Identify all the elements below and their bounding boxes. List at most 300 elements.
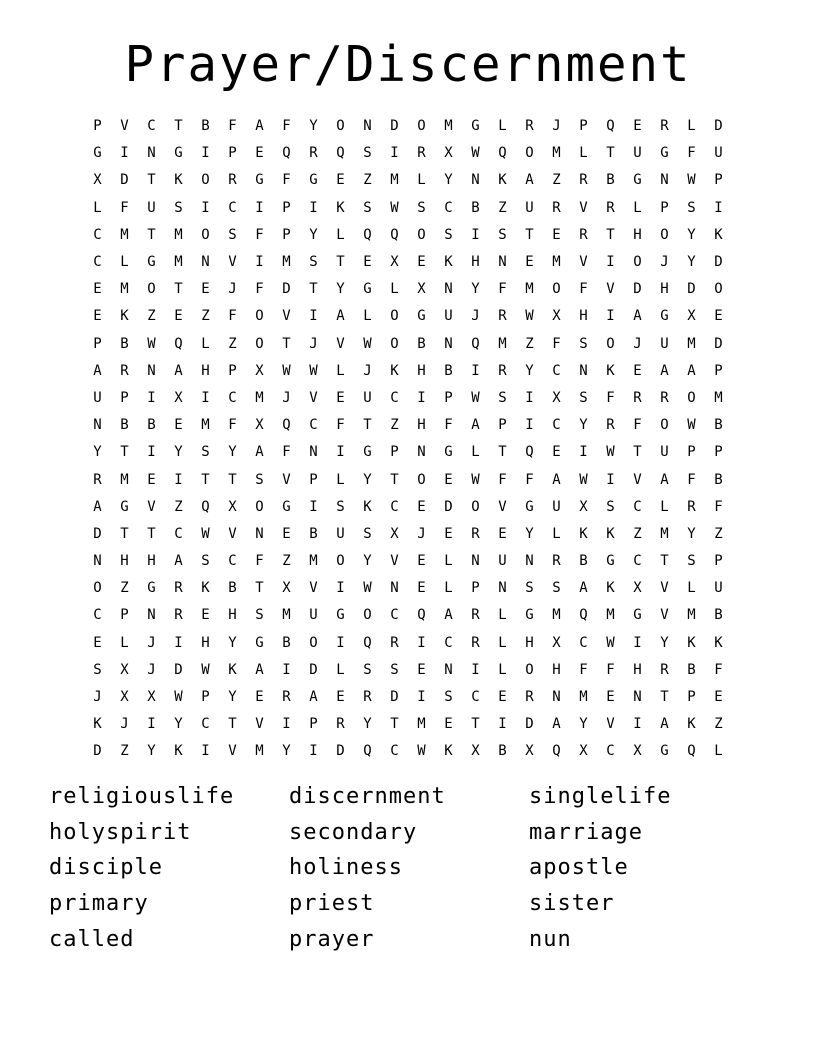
grid-letter: E: [336, 389, 345, 406]
grid-letter: W: [201, 661, 210, 678]
grid-letter: F: [228, 308, 237, 325]
grid-letter: S: [687, 553, 696, 570]
grid-letter: T: [174, 118, 183, 135]
grid-letter: A: [633, 308, 642, 325]
grid-letter: E: [606, 689, 615, 706]
grid-letter: C: [93, 226, 102, 243]
grid-letter: C: [390, 389, 399, 406]
grid-letter: L: [363, 308, 372, 325]
grid-letter: E: [552, 226, 561, 243]
grid-letter: L: [336, 661, 345, 678]
grid-row: [84, 630, 732, 657]
grid-row: [84, 358, 732, 385]
word-bank-item: holiness: [289, 855, 403, 881]
grid-letter: V: [579, 199, 588, 216]
grid-letter: Y: [444, 172, 453, 189]
grid-letter: N: [633, 689, 642, 706]
grid-row: [84, 548, 732, 575]
grid-letter: U: [714, 580, 723, 597]
grid-letter: V: [282, 471, 291, 488]
grid-letter: O: [147, 281, 156, 298]
grid-letter: C: [444, 634, 453, 651]
grid-letter: R: [174, 580, 183, 597]
grid-letter: G: [120, 498, 129, 515]
grid-letter: O: [336, 118, 345, 135]
grid-letter: X: [471, 743, 480, 760]
grid-letter: D: [714, 118, 723, 135]
grid-letter: K: [606, 362, 615, 379]
grid-letter: M: [525, 281, 534, 298]
grid-letter: Q: [606, 118, 615, 135]
grid-letter: W: [390, 199, 399, 216]
grid-letter: O: [525, 145, 534, 162]
grid-letter: L: [336, 226, 345, 243]
grid-letter: O: [633, 254, 642, 271]
grid-letter: K: [390, 362, 399, 379]
grid-letter: J: [147, 661, 156, 678]
grid-letter: N: [363, 118, 372, 135]
grid-letter: Q: [525, 444, 534, 461]
grid-letter: L: [579, 145, 588, 162]
grid-letter: O: [309, 634, 318, 651]
grid-letter: S: [390, 661, 399, 678]
grid-row: [84, 575, 732, 602]
grid-letter: X: [687, 308, 696, 325]
grid-letter: E: [498, 525, 507, 542]
grid-letter: Z: [390, 417, 399, 434]
grid-letter: M: [282, 607, 291, 624]
grid-letter: Y: [93, 444, 102, 461]
grid-letter: R: [552, 553, 561, 570]
grid-letter: W: [282, 362, 291, 379]
grid-letter: C: [444, 199, 453, 216]
grid-letter: T: [120, 525, 129, 542]
grid-letter: M: [579, 689, 588, 706]
grid-letter: G: [174, 145, 183, 162]
grid-letter: V: [309, 580, 318, 597]
grid-letter: J: [363, 362, 372, 379]
grid-letter: L: [660, 498, 669, 515]
grid-letter: S: [363, 145, 372, 162]
grid-row: [84, 195, 732, 222]
grid-letter: X: [255, 362, 264, 379]
grid-letter: U: [660, 444, 669, 461]
grid-letter: A: [174, 362, 183, 379]
grid-letter: O: [255, 335, 264, 352]
grid-row: [84, 738, 732, 765]
grid-letter: L: [120, 254, 129, 271]
grid-letter: B: [120, 335, 129, 352]
grid-letter: O: [417, 118, 426, 135]
grid-letter: S: [498, 389, 507, 406]
grid-letter: Q: [498, 145, 507, 162]
grid-letter: S: [606, 498, 615, 515]
grid-letter: K: [201, 580, 210, 597]
grid-row: [84, 113, 732, 140]
grid-letter: L: [444, 580, 453, 597]
grid-letter: P: [579, 118, 588, 135]
grid-letter: V: [606, 281, 615, 298]
grid-letter: O: [714, 281, 723, 298]
grid-letter: N: [471, 553, 480, 570]
grid-letter: X: [417, 281, 426, 298]
grid-letter: Q: [579, 607, 588, 624]
grid-letter: Q: [336, 145, 345, 162]
grid-letter: X: [552, 308, 561, 325]
grid-letter: E: [417, 580, 426, 597]
grid-letter: W: [687, 172, 696, 189]
grid-letter: K: [687, 634, 696, 651]
grid-letter: Z: [633, 525, 642, 542]
grid-letter: M: [282, 254, 291, 271]
grid-letter: F: [282, 444, 291, 461]
grid-letter: J: [228, 281, 237, 298]
grid-letter: F: [255, 281, 264, 298]
word-bank-item: marriage: [529, 819, 643, 845]
grid-letter: Y: [147, 743, 156, 760]
grid-letter: I: [471, 226, 480, 243]
grid-row: [84, 303, 732, 330]
grid-letter: B: [201, 118, 210, 135]
grid-letter: R: [390, 634, 399, 651]
grid-letter: A: [660, 716, 669, 733]
grid-letter: Z: [120, 743, 129, 760]
grid-letter: F: [579, 661, 588, 678]
grid-letter: B: [498, 743, 507, 760]
grid-row: [84, 249, 732, 276]
grid-letter: E: [147, 471, 156, 488]
grid-letter: Q: [363, 743, 372, 760]
grid-letter: F: [714, 498, 723, 515]
grid-letter: O: [552, 281, 561, 298]
grid-letter: C: [552, 417, 561, 434]
grid-letter: E: [714, 689, 723, 706]
grid-letter: Z: [552, 172, 561, 189]
grid-letter: Y: [525, 362, 534, 379]
grid-letter: I: [606, 308, 615, 325]
grid-letter: R: [660, 118, 669, 135]
grid-letter: M: [417, 716, 426, 733]
grid-letter: J: [282, 389, 291, 406]
grid-letter: H: [201, 634, 210, 651]
grid-letter: I: [417, 634, 426, 651]
grid-letter: D: [525, 716, 534, 733]
grid-letter: V: [390, 553, 399, 570]
grid-letter: T: [228, 471, 237, 488]
grid-letter: K: [687, 716, 696, 733]
grid-letter: H: [147, 553, 156, 570]
grid-letter: F: [255, 226, 264, 243]
grid-letter: I: [336, 634, 345, 651]
grid-letter: Y: [687, 254, 696, 271]
grid-letter: X: [552, 634, 561, 651]
grid-letter: Z: [228, 335, 237, 352]
grid-letter: W: [606, 634, 615, 651]
grid-letter: R: [471, 525, 480, 542]
grid-letter: L: [498, 607, 507, 624]
grid-letter: L: [498, 118, 507, 135]
grid-letter: T: [363, 417, 372, 434]
grid-letter: L: [633, 199, 642, 216]
grid-letter: C: [633, 498, 642, 515]
grid-letter: I: [174, 471, 183, 488]
grid-letter: X: [633, 580, 642, 597]
grid-letter: H: [525, 634, 534, 651]
grid-letter: G: [147, 254, 156, 271]
grid-letter: O: [390, 308, 399, 325]
grid-letter: Q: [363, 226, 372, 243]
grid-letter: C: [552, 362, 561, 379]
grid-letter: D: [687, 281, 696, 298]
grid-letter: E: [444, 471, 453, 488]
grid-letter: D: [336, 743, 345, 760]
word-bank: [49, 779, 769, 957]
grid-letter: T: [498, 444, 507, 461]
grid-letter: X: [120, 661, 129, 678]
grid-letter: R: [552, 199, 561, 216]
grid-letter: S: [363, 525, 372, 542]
grid-letter: W: [471, 389, 480, 406]
grid-letter: I: [282, 716, 291, 733]
grid-letter: P: [714, 172, 723, 189]
grid-letter: V: [255, 716, 264, 733]
grid-letter: Y: [471, 281, 480, 298]
grid-letter: Z: [714, 716, 723, 733]
grid-letter: C: [390, 498, 399, 515]
grid-letter: R: [471, 634, 480, 651]
grid-letter: C: [390, 607, 399, 624]
grid-letter: H: [660, 281, 669, 298]
grid-letter: R: [579, 172, 588, 189]
grid-letter: E: [633, 118, 642, 135]
word-bank-item: nun: [529, 926, 572, 952]
grid-letter: G: [147, 580, 156, 597]
grid-letter: W: [417, 743, 426, 760]
grid-letter: O: [660, 417, 669, 434]
grid-letter: G: [660, 743, 669, 760]
grid-letter: I: [606, 471, 615, 488]
grid-letter: S: [255, 607, 264, 624]
grid-letter: L: [498, 634, 507, 651]
grid-letter: F: [282, 172, 291, 189]
grid-row: [84, 711, 732, 738]
grid-letter: J: [660, 254, 669, 271]
grid-letter: J: [471, 308, 480, 325]
grid-letter: G: [444, 444, 453, 461]
grid-letter: U: [363, 389, 372, 406]
grid-letter: U: [660, 335, 669, 352]
grid-letter: H: [633, 661, 642, 678]
grid-letter: P: [93, 118, 102, 135]
grid-letter: L: [687, 580, 696, 597]
grid-letter: B: [147, 417, 156, 434]
grid-letter: K: [120, 308, 129, 325]
grid-letter: B: [687, 661, 696, 678]
grid-letter: K: [444, 254, 453, 271]
grid-letter: P: [687, 444, 696, 461]
grid-letter: K: [579, 525, 588, 542]
grid-letter: N: [579, 362, 588, 379]
grid-letter: R: [525, 689, 534, 706]
grid-letter: B: [444, 362, 453, 379]
grid-letter: G: [336, 607, 345, 624]
grid-letter: C: [147, 118, 156, 135]
grid-letter: I: [525, 389, 534, 406]
grid-letter: C: [471, 689, 480, 706]
grid-letter: P: [228, 145, 237, 162]
grid-letter: S: [255, 471, 264, 488]
grid-letter: E: [201, 607, 210, 624]
grid-letter: O: [687, 389, 696, 406]
grid-letter: E: [255, 689, 264, 706]
grid-letter: I: [282, 661, 291, 678]
grid-letter: S: [579, 389, 588, 406]
grid-letter: B: [282, 634, 291, 651]
grid-letter: T: [525, 226, 534, 243]
grid-letter: M: [552, 145, 561, 162]
grid-letter: H: [228, 607, 237, 624]
grid-letter: I: [255, 254, 264, 271]
grid-letter: A: [174, 553, 183, 570]
grid-letter: P: [714, 553, 723, 570]
grid-letter: Z: [120, 580, 129, 597]
grid-row: [84, 521, 732, 548]
grid-letter: D: [120, 172, 129, 189]
grid-letter: I: [633, 634, 642, 651]
grid-letter: A: [93, 362, 102, 379]
word-bank-item: prayer: [289, 926, 375, 952]
grid-letter: T: [120, 444, 129, 461]
grid-letter: Y: [228, 444, 237, 461]
grid-letter: K: [714, 634, 723, 651]
grid-letter: G: [660, 308, 669, 325]
grid-letter: E: [363, 254, 372, 271]
grid-letter: F: [120, 199, 129, 216]
grid-letter: Q: [282, 417, 291, 434]
grid-letter: Z: [147, 308, 156, 325]
grid-letter: U: [498, 553, 507, 570]
grid-letter: Y: [174, 444, 183, 461]
grid-letter: P: [282, 226, 291, 243]
grid-letter: E: [552, 444, 561, 461]
grid-letter: N: [147, 362, 156, 379]
grid-letter: Z: [714, 525, 723, 542]
grid-letter: Y: [309, 118, 318, 135]
grid-letter: A: [93, 498, 102, 515]
grid-letter: S: [363, 661, 372, 678]
grid-letter: Y: [687, 226, 696, 243]
grid-letter: R: [498, 362, 507, 379]
grid-letter: M: [120, 281, 129, 298]
grid-letter: I: [471, 661, 480, 678]
grid-letter: U: [444, 308, 453, 325]
grid-letter: H: [120, 553, 129, 570]
grid-letter: T: [660, 553, 669, 570]
grid-letter: U: [552, 498, 561, 515]
grid-letter: Z: [525, 335, 534, 352]
grid-letter: W: [687, 417, 696, 434]
grid-letter: P: [309, 471, 318, 488]
grid-letter: I: [255, 199, 264, 216]
grid-letter: N: [390, 580, 399, 597]
grid-letter: F: [498, 471, 507, 488]
grid-letter: Z: [498, 199, 507, 216]
grid-letter: Y: [363, 553, 372, 570]
grid-letter: R: [579, 226, 588, 243]
grid-letter: W: [309, 362, 318, 379]
grid-letter: E: [417, 553, 426, 570]
grid-letter: A: [255, 444, 264, 461]
grid-letter: C: [390, 743, 399, 760]
grid-letter: O: [93, 580, 102, 597]
grid-letter: F: [687, 145, 696, 162]
grid-letter: I: [309, 498, 318, 515]
grid-letter: V: [498, 498, 507, 515]
grid-letter: N: [471, 172, 480, 189]
grid-letter: G: [93, 145, 102, 162]
grid-letter: M: [660, 525, 669, 542]
grid-letter: T: [147, 525, 156, 542]
grid-letter: I: [201, 743, 210, 760]
grid-letter: M: [201, 417, 210, 434]
grid-letter: U: [147, 199, 156, 216]
grid-letter: L: [336, 362, 345, 379]
grid-letter: F: [282, 118, 291, 135]
grid-letter: X: [579, 498, 588, 515]
grid-letter: R: [660, 661, 669, 678]
grid-letter: B: [714, 607, 723, 624]
grid-letter: L: [687, 118, 696, 135]
word-bank-item: disciple: [49, 855, 163, 881]
grid-letter: M: [309, 553, 318, 570]
grid-letter: B: [606, 172, 615, 189]
grid-letter: N: [498, 580, 507, 597]
grid-letter: V: [120, 118, 129, 135]
word-bank-item: discernment: [289, 784, 446, 809]
grid-letter: G: [363, 281, 372, 298]
grid-letter: I: [120, 145, 129, 162]
grid-letter: R: [687, 498, 696, 515]
grid-letter: P: [714, 362, 723, 379]
grid-letter: Y: [579, 417, 588, 434]
grid-letter: B: [579, 553, 588, 570]
grid-letter: H: [633, 226, 642, 243]
grid-letter: G: [255, 634, 264, 651]
grid-letter: S: [336, 498, 345, 515]
grid-letter: K: [606, 525, 615, 542]
grid-row: [84, 602, 732, 629]
grid-letter: Y: [336, 281, 345, 298]
grid-letter: X: [120, 689, 129, 706]
grid-letter: M: [444, 118, 453, 135]
grid-letter: P: [120, 389, 129, 406]
grid-letter: B: [309, 525, 318, 542]
grid-letter: D: [633, 281, 642, 298]
grid-row: [84, 167, 732, 194]
word-bank-item: priest: [289, 891, 375, 917]
grid-letter: Q: [390, 226, 399, 243]
grid-letter: F: [687, 471, 696, 488]
grid-letter: I: [309, 308, 318, 325]
grid-letter: P: [714, 444, 723, 461]
grid-letter: M: [174, 226, 183, 243]
grid-row: [84, 657, 732, 684]
grid-row: [84, 331, 732, 358]
grid-letter: S: [525, 580, 534, 597]
grid-letter: S: [93, 661, 102, 678]
grid-letter: T: [255, 580, 264, 597]
grid-letter: M: [606, 607, 615, 624]
